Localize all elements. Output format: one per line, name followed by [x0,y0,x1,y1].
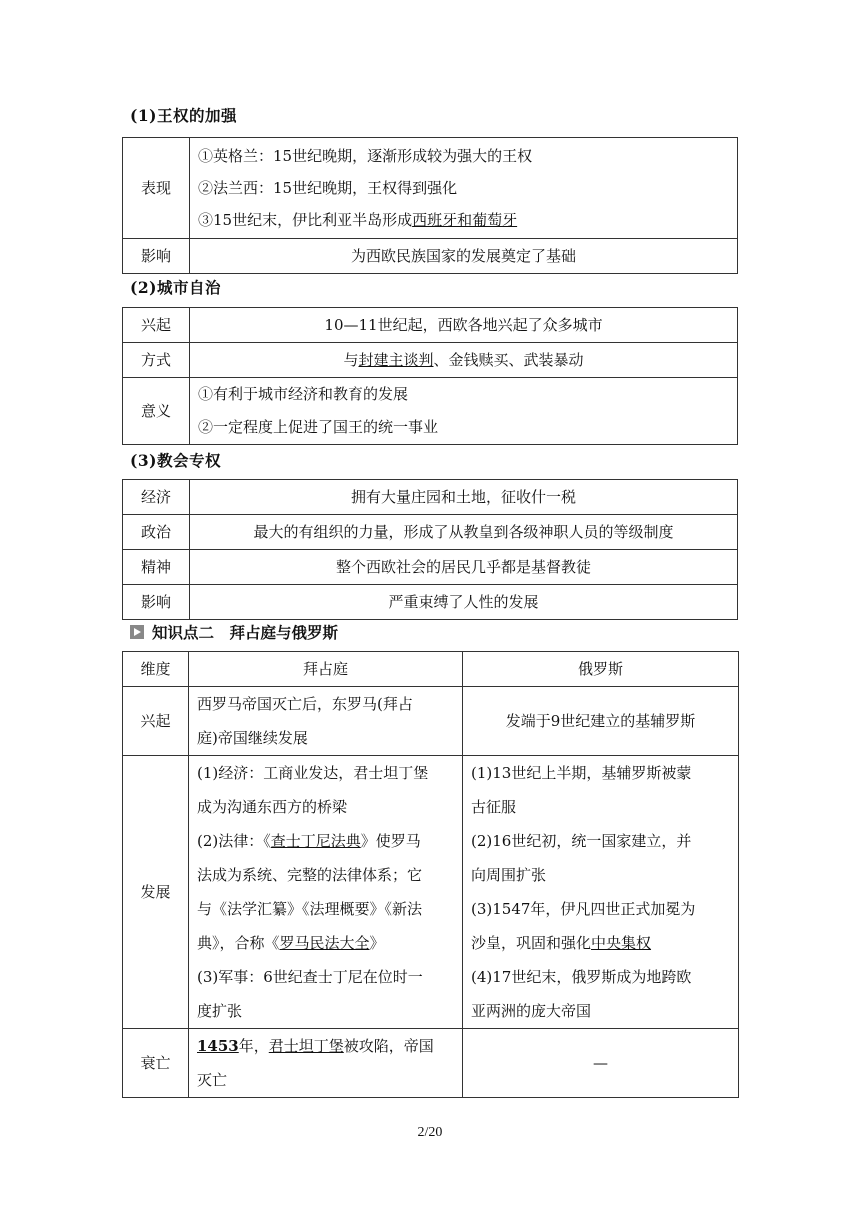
section-heading-city: (2)城市自治 [130,278,221,297]
cell-line: (3)1547年，伊凡四世正式加冕为 [471,900,696,918]
knowledge-point-label: 知识点二 拜占庭与俄罗斯 [152,623,339,642]
section-heading-kingship: (1)王权的加强 [130,106,237,125]
cell-line: 度扩张 [197,1002,243,1020]
city-table [122,307,738,445]
section-heading-church: (3)教会专权 [130,451,221,470]
text-segment: 典》，合称《 [197,934,280,952]
cell-line: 向周围扩张 [471,866,547,884]
text-segment: 、金钱赎买、武装暴动 [433,351,584,369]
table-cell [189,756,463,1029]
table-cell [189,687,463,756]
table-cell [190,138,738,239]
table-row [123,756,739,1029]
table-cell: — [463,1029,739,1098]
text-segment: 年， [238,1037,269,1055]
kingship-table [122,137,738,274]
underlined-term: 罗马民法大全 [279,934,370,952]
row-label: 影响 [123,585,190,620]
underlined-term: 君士坦丁堡 [268,1037,344,1055]
cell-line [471,926,730,960]
table-row [123,515,738,550]
table-cell: 拥有大量庄园和土地，征收什一税 [190,480,738,515]
cell-line: ②法兰西：15世纪晚期，王权得到强化 [198,179,458,197]
row-label: 兴起 [123,687,189,756]
row-label: 表现 [123,138,190,239]
header-byzantium: 拜占庭 [189,652,463,687]
table-cell: 整个西欧社会的居民几乎都是基督教徒 [190,550,738,585]
cell-line [197,926,454,960]
knowledge-point-title [130,621,338,643]
table-cell: 严重束缚了人性的发展 [190,585,738,620]
underlined-term: 封建主谈判 [358,351,434,369]
underlined-term: 查士丁尼法典 [270,832,361,850]
table-row [123,138,738,239]
table-cell: 10—11世纪起，西欧各地兴起了众多城市 [190,308,738,343]
row-label: 衰亡 [123,1029,189,1098]
underlined-term: 西班牙和葡萄牙 [412,211,518,229]
table-row [123,687,739,756]
table-cell: 最大的有组织的力量，形成了从教皇到各级神职人员的等级制度 [190,515,738,550]
text-segment: 与 [343,351,359,369]
row-label: 方式 [123,343,190,378]
table-row [123,480,738,515]
table-row [123,1029,739,1098]
row-label: 政治 [123,515,190,550]
church-table [122,479,738,620]
cell-line: 成为沟通东西方的桥梁 [197,798,348,816]
header-russia: 俄罗斯 [463,652,739,687]
table-row [123,343,738,378]
cell-line: 西罗马帝国灭亡后，东罗马(拜占 [197,695,413,713]
cell-line [197,824,454,858]
text-segment: 》 [369,934,385,952]
underlined-term: 1453 [197,1037,239,1055]
byzantium-russia-table [122,651,739,1098]
cell-line: ①英格兰：15世纪晚期，逐渐形成较为强大的王权 [198,147,533,165]
cell-line: (1)经济：工商业发达，君士坦丁堡 [197,764,429,782]
cell-line: (2)16世纪初，统一国家建立，并 [471,832,692,850]
table-cell [190,343,738,378]
text-segment: 沙皇，巩固和强化 [471,934,592,952]
cell-line [198,204,729,236]
cell-line: ②一定程度上促进了国王的统一事业 [198,418,439,436]
text-segment: ③15世纪末，伊比利亚半岛形成 [198,211,413,229]
table-cell [189,1029,463,1098]
row-label: 发展 [123,756,189,1029]
play-triangle-icon [130,625,144,639]
cell-line: 亚两洲的庞大帝国 [471,1002,592,1020]
cell-line [197,1029,454,1063]
row-label: 精神 [123,550,190,585]
row-label: 影响 [123,239,190,274]
cell-line: (1)13世纪上半期，基辅罗斯被蒙 [471,764,692,782]
row-label: 兴起 [123,308,190,343]
cell-line: 庭)帝国继续发展 [197,729,308,747]
text-segment: (2)法律：《 [197,832,271,850]
underlined-term: 中央集权 [591,934,652,952]
cell-line: (3)军事：6世纪查士丁尼在位时一 [197,968,423,986]
header-dimension: 维度 [123,652,189,687]
cell-line: 古征服 [471,798,517,816]
table-cell: 为西欧民族国家的发展奠定了基础 [190,239,738,274]
table-row [123,378,738,445]
cell-line: (4)17世纪末，俄罗斯成为地跨欧 [471,968,692,986]
page-number: 2/20 [417,1125,443,1140]
table-row [123,308,738,343]
table-header-row [123,652,739,687]
row-label: 经济 [123,480,190,515]
table-row [123,239,738,274]
table-cell [190,378,738,445]
table-cell: 发端于9世纪建立的基辅罗斯 [463,687,739,756]
text-segment: 》使罗马 [360,832,421,850]
cell-line: 灭亡 [197,1071,228,1089]
table-cell [463,756,739,1029]
table-row [123,585,738,620]
text-segment: 被攻陷，帝国 [343,1037,434,1055]
cell-line: 法成为系统、完整的法律体系；它 [197,866,423,884]
cell-line: 与《法学汇纂》《法理概要》《新法 [197,900,423,918]
cell-line: ①有利于城市经济和教育的发展 [198,385,409,403]
table-row [123,550,738,585]
row-label: 意义 [123,378,190,445]
